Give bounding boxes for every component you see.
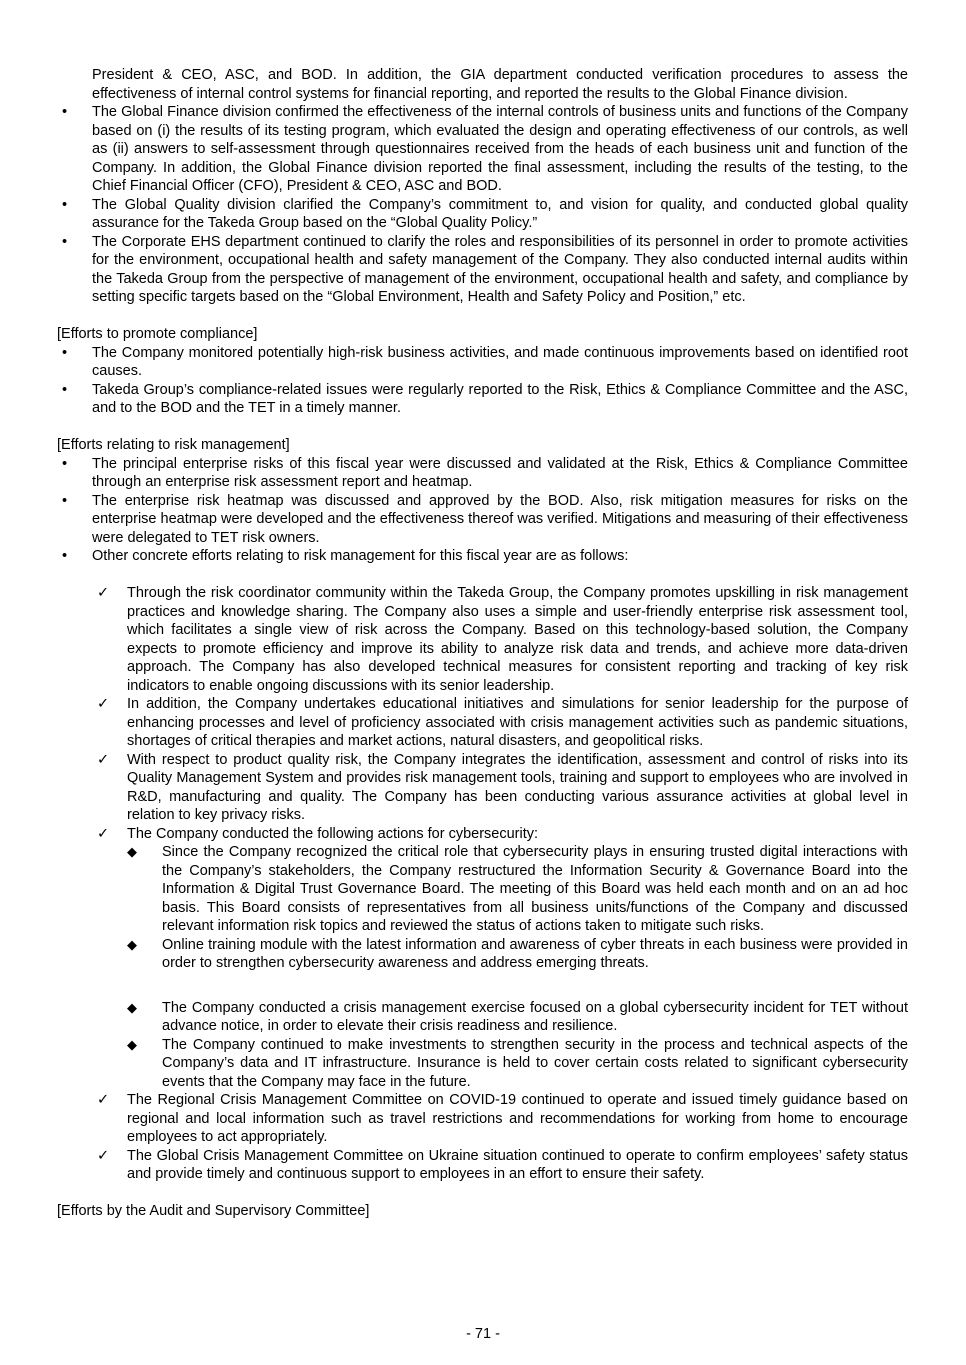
check-icon: ✓ bbox=[97, 751, 110, 768]
bullet-icon: • bbox=[62, 381, 68, 398]
check-icon: ✓ bbox=[97, 1092, 110, 1108]
diamond-bullet-icon: ◆ bbox=[127, 844, 137, 859]
diamond-item bbox=[127, 1036, 908, 1092]
page-number: - 71 - bbox=[466, 1325, 500, 1342]
diamond-item bbox=[127, 936, 908, 973]
bullet-icon: • bbox=[62, 548, 68, 564]
bullet-text: The Corporate EHS department continued to clarify the roles and responsibilities of its personnel in order to promote activities for the environment, occupational health and safety management of the Company. They also conducted internal audits within the Takeda Group from the perspective of management of the environment, occupational health and safety, and compliance by setting specific targets based on the “Global Environment, Health and Safety Policy and Position,” etc. bbox=[92, 233, 908, 305]
bullet-item bbox=[57, 233, 908, 307]
check-item bbox=[97, 1091, 908, 1147]
bullet-item bbox=[57, 381, 908, 418]
diamond-item bbox=[127, 843, 908, 936]
bullet-item bbox=[57, 344, 908, 381]
check-text: The Global Crisis Management Committee on Ukraine situation continued to operate to confirm employees’ safety status and provide timely and continuous support to employees in an effort to ensure their safety. bbox=[127, 1147, 908, 1182]
diamond-bullet-icon: ◆ bbox=[127, 999, 137, 1015]
check-item bbox=[97, 584, 908, 695]
bullet-text: Takeda Group’s compliance-related issues were regularly reported to the Risk, Ethics & Compliance Committee and the ASC, and to the BOD and the TET in a timely manner. bbox=[92, 381, 908, 416]
check-text: The Company conducted the following actions for cybersecurity: bbox=[127, 825, 539, 842]
bullet-item bbox=[57, 196, 908, 233]
bullet-item bbox=[57, 492, 908, 548]
bullet-icon: • bbox=[62, 344, 68, 361]
bullet-icon: • bbox=[62, 196, 68, 213]
check-item bbox=[97, 825, 908, 844]
check-icon: ✓ bbox=[97, 585, 110, 601]
bullet-text: Other concrete efforts relating to risk management for this fiscal year are as follows: bbox=[92, 548, 629, 564]
check-icon: ✓ bbox=[97, 825, 110, 842]
section-heading: [Efforts by the Audit and Supervisory Committee] bbox=[57, 1203, 370, 1219]
bullet-item bbox=[57, 103, 908, 196]
diamond-item bbox=[127, 999, 908, 1036]
check-text: The Regional Crisis Management Committee on COVID-19 continued to operate and issued timely guidance based on regional and local information such as travel restrictions and recommendations for working from home to encourage employees to act appropriately. bbox=[127, 1092, 908, 1145]
diamond-text: The Company conducted a crisis management exercise focused on a global cybersecurity incident for TET without advance notice, in order to elevate their crisis readiness and resilience. bbox=[162, 999, 908, 1034]
bullet-icon: • bbox=[62, 455, 68, 472]
check-text: Through the risk coordinator community within the Takeda Group, the Company promotes upskilling in risk management practices and knowledge sharing. The Company also uses a simple and user-friendly enterprise risk assessment tool, which facilitates a single view of risk across the Company. Based on this technology-based solution, the Company expects to promote efficiency and improve its ability to analyze risk data and trends, and achieve more data-driven approach. The Company has also developed technical measures for consistent reporting and tracking of key risk indicators to enable ongoing discussions with its senior leadership. bbox=[127, 585, 908, 694]
section-heading: [Efforts relating to risk management] bbox=[57, 437, 290, 453]
bullet-icon: • bbox=[62, 492, 68, 509]
bullet-text: The Global Quality division clarified the Company’s commitment to, and vision for quality, and conducted global quality assurance for the Takeda Group based on the “Global Quality Policy.” bbox=[92, 196, 908, 231]
bullet-text: The Global Finance division confirmed the effectiveness of the internal controls of business units and functions of the Company based on (i) the results of its testing program, which evaluated the design and operating effectiveness of our controls, as well as (ii) answers to self-assessment through questionnaires received from the heads of each business unit and function of the Company. In addition, the Global Finance division reported the final assessment, including the results of the testing, to the Chief Financial Officer (CFO), President & CEO, ASC and BOD. bbox=[92, 104, 908, 194]
check-text: In addition, the Company undertakes educational initiatives and simulations for senior leadership for the purpose of enhancing processes and level of proficiency associated with crisis management activities such as pandemic situations, shortages of critical therapies and market actions, natural disasters, and geopolitical risks. bbox=[127, 696, 908, 749]
bullet-item bbox=[57, 547, 908, 566]
diamond-bullet-icon: ◆ bbox=[127, 1036, 137, 1052]
diamond-text: Since the Company recognized the critical role that cybersecurity plays in ensuring trusted digital interactions with the Company’s stakeholders, the Company restructured the Information Security & Governance Board into the Information & Digital Trust Governance Board. The meeting of this Board was held each month and on an ad hoc basis. This Board consists of representatives from all business units/functions of the Company and discussed relevant information risk topics and reviewed the status of actions taken to mitigate such risks. bbox=[162, 844, 908, 934]
diamond-bullet-icon: ◆ bbox=[127, 936, 137, 952]
bullet-text: The principal enterprise risks of this fiscal year were discussed and validated at the Risk, Ethics & Compliance Committee through an enterprise risk assessment report and heatmap. bbox=[92, 455, 908, 490]
bullet-icon: • bbox=[62, 104, 68, 120]
diamond-text: The Company continued to make investments to strengthen security in the process and technical aspects of the Company’s data and IT infrastructure. Insurance is held to cover certain costs related to significant cybersecurity events that the Company may face in the future. bbox=[162, 1036, 908, 1090]
paragraph-continuation: President & CEO, ASC, and BOD. In addition, the GIA department conducted verification procedures to assess the effectiveness of internal control systems for financial reporting, and reported the results to the Global Finance division. bbox=[92, 67, 908, 102]
check-icon: ✓ bbox=[97, 1147, 110, 1164]
check-item bbox=[97, 1147, 908, 1184]
check-item bbox=[97, 695, 908, 751]
check-text: With respect to product quality risk, the Company integrates the identification, assessment and control of risks into its Quality Management System and provides risk management tools, training and support to employees who are involved in R&D, manufacturing and quality. The Company has been conducting various assurance activities at global level in relation to key privacy risks. bbox=[127, 751, 908, 823]
diamond-text: Online training module with the latest information and awareness of cyber threats in each business were provided in order to strengthen cybersecurity awareness and address emerging threats. bbox=[162, 936, 908, 971]
bullet-text: The Company monitored potentially high-risk business activities, and made continuous improvements based on identified root causes. bbox=[92, 344, 908, 379]
section-heading: [Efforts to promote compliance] bbox=[57, 326, 258, 342]
bullet-item bbox=[57, 455, 908, 492]
bullet-text: The enterprise risk heatmap was discussed and approved by the BOD. Also, risk mitigation measures for risks on the enterprise heatmap were developed and the effectiveness thereof was verified. Mitigations and measuring of their effectiveness were delegated to TET risk owners. bbox=[92, 492, 908, 546]
check-item bbox=[97, 751, 908, 825]
bullet-icon: • bbox=[62, 233, 68, 250]
check-icon: ✓ bbox=[97, 696, 110, 712]
